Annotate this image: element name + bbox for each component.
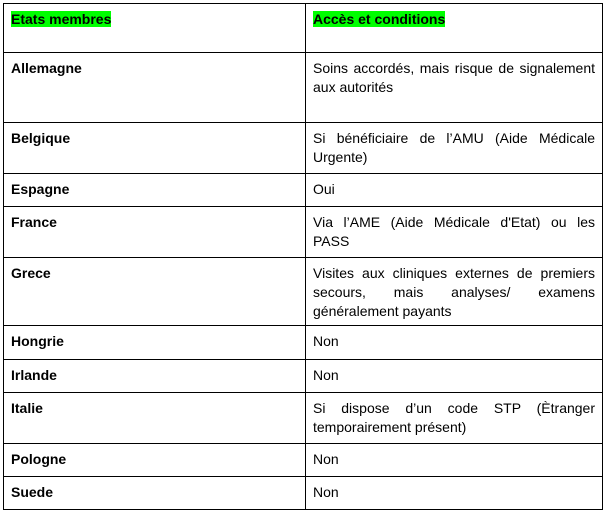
country-cell: Italie — [4, 393, 306, 443]
table-row — [4, 325, 602, 359]
conditions-cell: Visites aux cliniques externes de premiers secours, mais analyses/ examens généralement payants — [313, 265, 595, 319]
country-cell: Belgique — [4, 123, 306, 173]
header-cell-member-states — [4, 4, 306, 52]
table-row — [4, 392, 602, 443]
table-row — [4, 52, 602, 122]
conditions-cell: Non — [313, 367, 339, 383]
table-row — [4, 359, 602, 392]
conditions-cell: Si dispose d’un code STP (Ètranger temporairement présent) — [313, 400, 595, 435]
conditions-cell: Soins accordés, mais risque de signalement aux autorités — [313, 60, 595, 95]
table-row — [4, 173, 602, 206]
conditions-cell: Non — [313, 451, 339, 467]
country-cell: Pologne — [4, 444, 306, 476]
country-cell: Suede — [4, 477, 306, 509]
conditions-cell: Oui — [313, 181, 335, 197]
header-cell-access-conditions — [306, 4, 602, 52]
country-cell: Espagne — [4, 174, 306, 206]
country-cell: Hongrie — [4, 326, 306, 359]
country-cell: Allemagne — [4, 53, 306, 122]
conditions-cell: Non — [313, 333, 339, 349]
conditions-cell: Non — [313, 484, 339, 500]
table-row — [4, 206, 602, 257]
country-cell: France — [4, 207, 306, 257]
country-cell: Grece — [4, 258, 306, 325]
table-row — [4, 443, 602, 476]
table-row — [4, 122, 602, 173]
conditions-cell: Via l’AME (Aide Médicale d'Etat) ou les PASS — [313, 214, 595, 249]
table-header-row — [4, 4, 602, 52]
header-label-member-states: Etats membres — [11, 11, 112, 27]
table-row — [4, 476, 602, 509]
conditions-cell: Si bénéficiaire de l’AMU (Aide Médicale Urgente) — [313, 130, 595, 165]
member-states-table — [3, 3, 603, 510]
header-label-access-conditions: Accès et conditions — [313, 11, 446, 27]
country-cell: Irlande — [4, 360, 306, 392]
table-row — [4, 257, 602, 325]
